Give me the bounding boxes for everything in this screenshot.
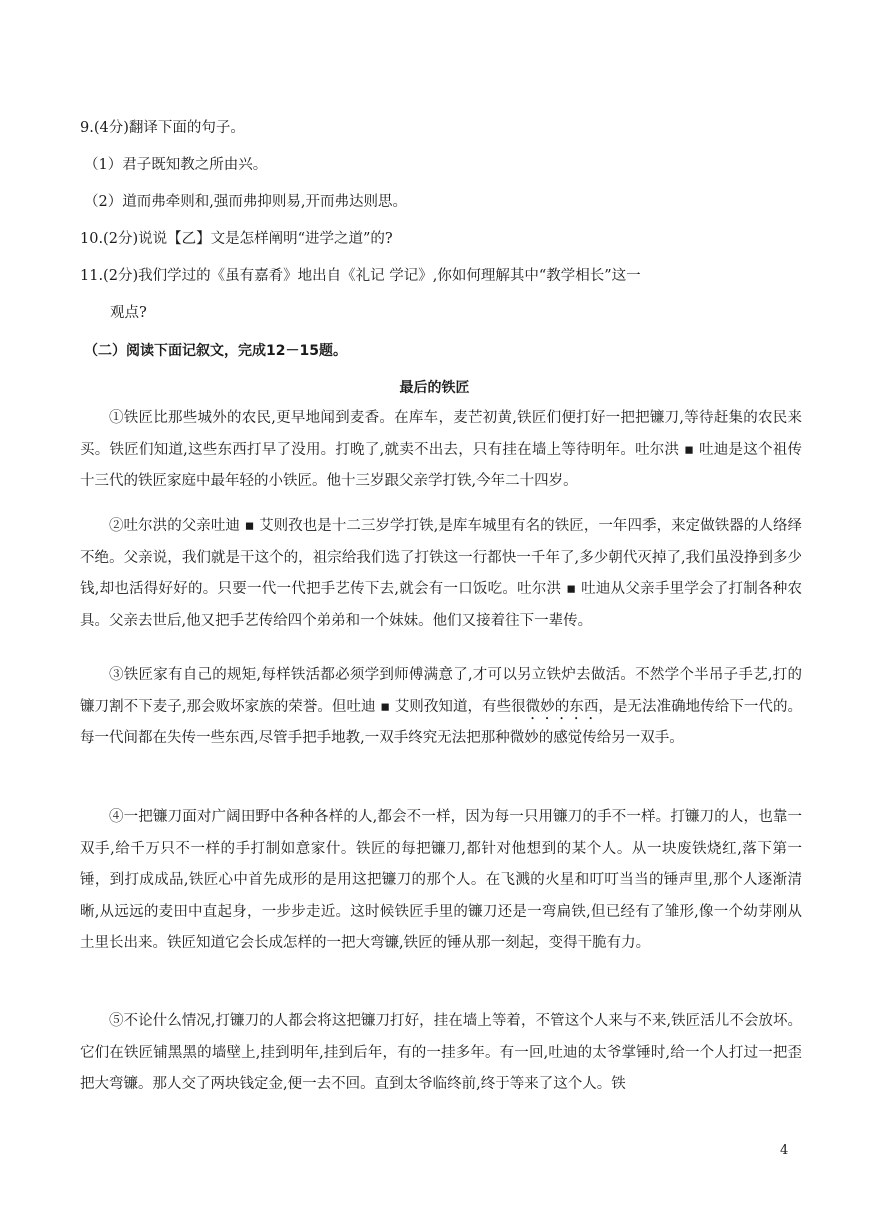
article-paragraph-2	[80, 511, 802, 637]
question-11-line-1: 11.(2分)我们学过的《虽有嘉肴》地出自《礼记 学记》,你如何理解其中“教学相长”这一	[80, 268, 641, 284]
question-10: 10.(2分)说说【乙】文是怎样阐明“进学之道”的?	[80, 231, 393, 247]
question-11-line-2: 观点?	[110, 305, 147, 321]
question-9-item-1: （1）君子既知教之所由兴。	[84, 157, 268, 173]
article-paragraph-5: ⑤不论什么情况,打镰刀的人都会将这把镰刀打好，挂在墙上等着，不管这个人来与不来,铁匠活儿不会放坏。它们在铁匠铺黑黑的墙壁上,挂到明年,挂到后年，有的一挂多年。有一回,吐迪的太爷掌锤时,给一个人打过一把歪把大弯镰。那人交了两块钱定金,便一去不回。直到太爷临终前,终于等来了这个人。铁	[80, 1013, 802, 1092]
article-paragraph-3-text-after: ，是无法准确地传给下一代的。每一代间都在失传一些东西,尽管手把手地教,一双手终究无法把那种微妙的感觉传给另一双手。	[80, 698, 803, 746]
emphasized-phrase: 微妙的东西	[525, 698, 599, 715]
article-paragraph-3	[80, 660, 802, 755]
article-paragraph-3-text-before: ③铁匠家有自己的规矩,每样铁活都必须学到师傅满意了,才可以另立铁炉去做活。不然学个半吊子手艺,打的镰刀割不下麦子,那会败坏家族的荣誉。但吐迪 ▪ 艾则孜知道，有些很	[80, 667, 802, 715]
article-paragraph-4: ④一把镰刀面对广阔田野中各种各样的人,都会不一样，因为每一只用镰刀的手不一样。打镰刀的人，也靠一双手,给千万只不一样的手打制如意家什。铁匠的每把镰刀,都针对他想到的某个人。从一块废铁烧红,落下第一锤，到打成成品,铁匠心中首先成形的是用这把镰刀的那个人。在飞溅的火星和叮叮当当的锤声里,那个人逐渐清晰,从远远的麦田中直起身，一步步走近。这时候铁匠手里的镰刀还是一弯扁铁,但已经有了雏形,像一个幼芽刚从土里长出来。铁匠知道它会长成怎样的一把大弯镰,铁匠的锤从那一刻起，变得干脆有力。	[80, 809, 802, 951]
article-paragraph-1: ①铁匠比那些城外的农民,更早地闻到麦香。在库车，麦芒初黄,铁匠们便打好一把把镰刀,等待赶集的农民来买。铁匠们知道,这些东西打早了没用。打晚了,就卖不出去，只有挂在墙上等待明年。吐尔洪 ▪ 吐迪是这个祖传十三代的铁匠家庭中最年轻的小铁匠。他十三岁跟父亲学打铁,今年二十四岁。	[80, 410, 802, 489]
article-title: 最后的铁匠	[399, 380, 470, 396]
question-9-item-2: （2）道而弗牵则和,强而弗抑则易,开而弗达则思。	[84, 194, 407, 210]
section-heading: （二）阅读下面记叙文，完成12－15题。	[84, 343, 347, 359]
page-number: 4	[780, 1143, 789, 1158]
article-paragraph-2-text: ②吐尔洪的父亲吐迪 ▪ 艾则孜也是十二三岁学打铁,是库车城里有名的铁匠，一年四季，来定做铁器的人络绎不绝。父亲说，我们就是干这个的，祖宗给我们选了打铁这一行都快一千年了,多少朝代灭掉了,我们虽没挣到多少钱,却也活得好好的。只要一代一代把手艺传下去,就会有一口饭吃。吐尔洪 ▪ 吐迪从父亲手里学会了打制各种农具。父亲去世后,他又把手艺传给四个弟弟和一个妹妹。他们又接着往下一辈传。	[80, 518, 802, 629]
question-9: 9.(4分)翻译下面的句子。	[80, 120, 245, 136]
